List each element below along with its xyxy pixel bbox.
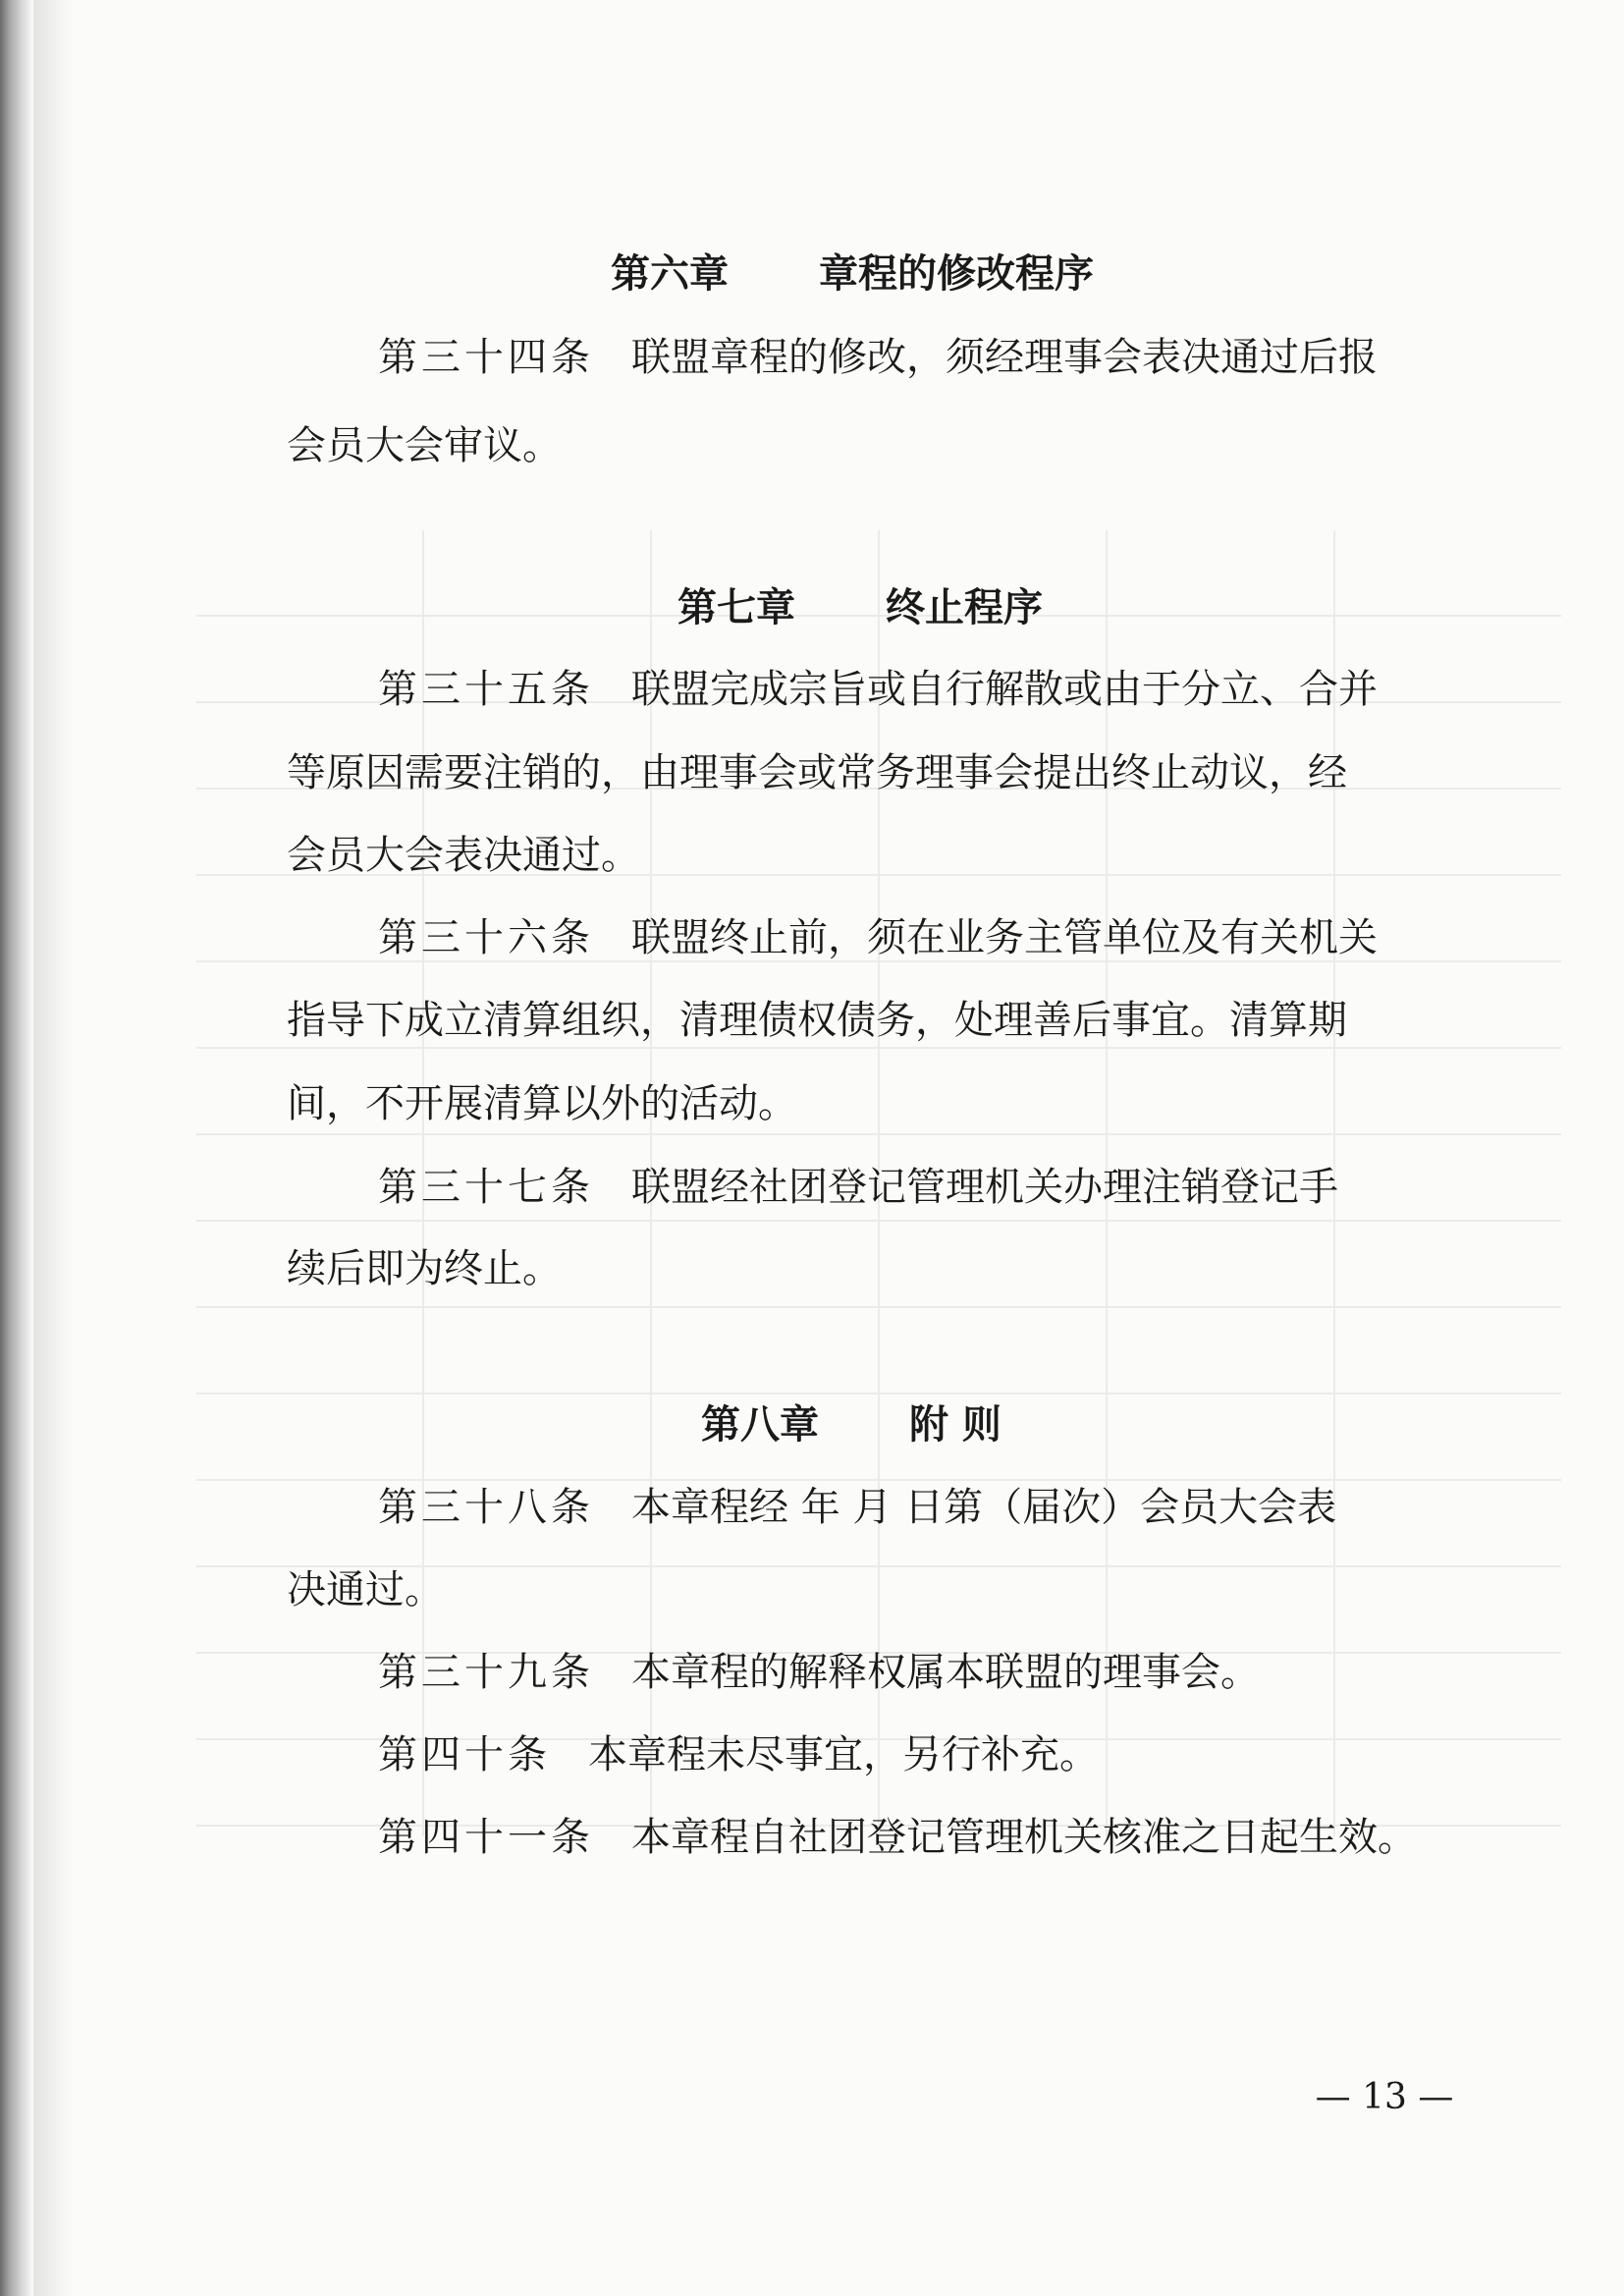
article-40-line-1 <box>378 1727 1099 1782</box>
article-39-number: 第三十九条 <box>378 1650 594 1695</box>
page-binding-shadow <box>0 0 33 2296</box>
chapter-8-heading <box>701 1397 1001 1452</box>
article-36-text: 联盟终止前，须在业务主管单位及有关机关 <box>631 915 1378 960</box>
article-37-line-1 <box>378 1160 1338 1215</box>
article-34-line-1 <box>378 330 1378 385</box>
chapter-6-number: 第六章 <box>611 250 729 297</box>
chapter-7-heading <box>677 580 1043 635</box>
chapter-7-title: 终止程序 <box>886 584 1043 630</box>
article-35-line-1 <box>378 662 1378 717</box>
article-39-text: 本章程的解释权属本联盟的理事会。 <box>631 1650 1260 1695</box>
article-37-line-2: 续后即为终止。 <box>287 1246 562 1291</box>
article-35-number: 第三十五条 <box>378 667 594 712</box>
article-41-text: 本章程自社团登记管理机关核准之日起生效。 <box>631 1815 1417 1860</box>
article-41-line-1 <box>378 1810 1417 1865</box>
article-34-number: 第三十四条 <box>378 335 594 380</box>
chapter-6-title: 章程的修改程序 <box>819 250 1094 297</box>
chapter-8-title: 附 则 <box>909 1401 1001 1448</box>
chapter-6-heading <box>611 246 1094 301</box>
article-34-text: 联盟章程的修改，须经理事会表决通过后报 <box>631 335 1378 380</box>
article-35-text: 联盟完成宗旨或自行解散或由于分立、合并 <box>631 667 1378 712</box>
article-36-number: 第三十六条 <box>378 915 594 960</box>
article-35-line-3: 会员大会表决通过。 <box>287 833 640 878</box>
article-39-line-1 <box>378 1645 1260 1700</box>
article-40-number: 第四十条 <box>378 1732 551 1777</box>
article-41-number: 第四十一条 <box>378 1815 594 1860</box>
page-edge-shading <box>33 0 73 2296</box>
article-38-number: 第三十八条 <box>378 1485 594 1530</box>
article-36-line-1 <box>378 910 1378 965</box>
chapter-8-number: 第八章 <box>701 1401 819 1448</box>
article-36-line-3: 间，不开展清算以外的活动。 <box>287 1081 797 1126</box>
article-38-line-2: 决通过。 <box>287 1567 444 1613</box>
article-35-line-2: 等原因需要注销的，由理事会或常务理事会提出终止动议，经 <box>287 750 1347 795</box>
article-38-text: 本章程经 年 月 日第（届次）会员大会表 <box>631 1485 1337 1530</box>
article-36-line-2: 指导下成立清算组织，清理债权债务，处理善后事宜。清算期 <box>287 998 1347 1043</box>
article-34-line-2: 会员大会审议。 <box>287 423 562 468</box>
article-37-text: 联盟经社团登记管理机关办理注销登记手 <box>631 1165 1338 1210</box>
page-number: — 13 — <box>1315 2077 1454 2117</box>
article-40-text: 本章程未尽事宜，另行补充。 <box>588 1732 1099 1777</box>
article-37-number: 第三十七条 <box>378 1165 594 1210</box>
article-38-line-1 <box>378 1480 1336 1535</box>
chapter-7-number: 第七章 <box>677 584 795 630</box>
